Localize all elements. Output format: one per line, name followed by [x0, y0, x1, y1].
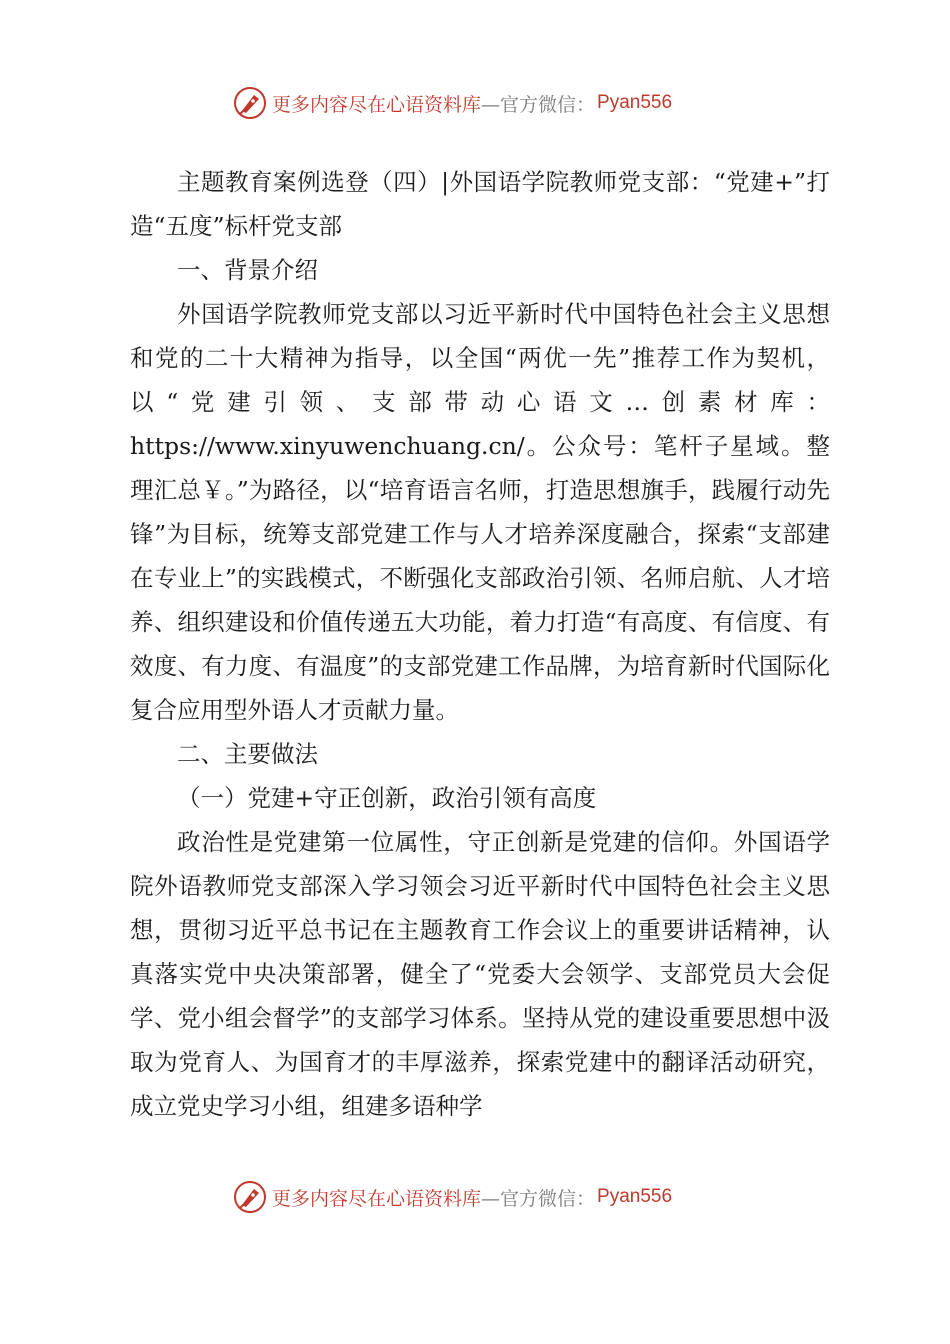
section-heading-main-practices: 二、主要做法 [177, 740, 318, 768]
pen-nib-icon [232, 85, 268, 121]
section-heading-background: 一、背景介绍 [177, 256, 318, 284]
header-watermark-banner [232, 83, 752, 123]
pen-nib-icon [232, 1179, 268, 1215]
paragraph-background: 外国语学院教师党支部以习近平新时代中国特色社会主义思想和党的二十大精神为指导，以全国“两优一先”推荐工作为契机，以“党建引领、支部带动心语文…创素材库：https://www.xinyuwenchuang.cn/。公众号：笔杆子星域。整理汇总￥。”为路径，以“培育语言名师，打造思想旗手，践履行动先锋”为目标，统筹支部党建工作与人才培养深度融合，探索“支部建在专业上”的实践模式，不断强化支部政治引领、名师启航、人才培养、组织建设和价值传递五大功能，着力打造“有高度、有信度、有效度、有力度、有温度”的支部党建工作品牌，为培育新时代国际化复合应用型外语人才贡献力量。 [130, 300, 830, 724]
banner-sub-text: —官方微信： [481, 1187, 596, 1210]
document-body [130, 160, 830, 1128]
banner-sub-text: —官方微信： [481, 93, 596, 116]
footer-watermark-banner [232, 1177, 752, 1217]
document-title: 主题教育案例选登（四）|外国语学院教师党支部：“党建+”打造“五度”标杆党支部 [130, 168, 830, 240]
banner-main-text: 更多内容尽在心语资料库 [272, 93, 482, 116]
subsection-heading-1: （一）党建+守正创新，政治引领有高度 [177, 784, 597, 812]
banner-main-text: 更多内容尽在心语资料库 [272, 1187, 482, 1210]
banner-wechat-id: Pyan556 [597, 1186, 673, 1207]
paragraph-political-leadership: 政治性是党建第一位属性，守正创新是党建的信仰。外国语学院外语教师党支部深入学习领会习近平新时代中国特色社会主义思想，贯彻习近平总书记在主题教育工作会议上的重要讲话精神，认真落实党中央决策部署，健全了“党委大会领学、支部党员大会促学、党小组会督学”的支部学习体系。坚持从党的建设重要思想中汲取为党育人、为国育才的丰厚滋养，探索党建中的翻译活动研究，成立党史学习小组，组建多语种学 [130, 828, 830, 1120]
banner-wechat-id: Pyan556 [597, 92, 673, 113]
